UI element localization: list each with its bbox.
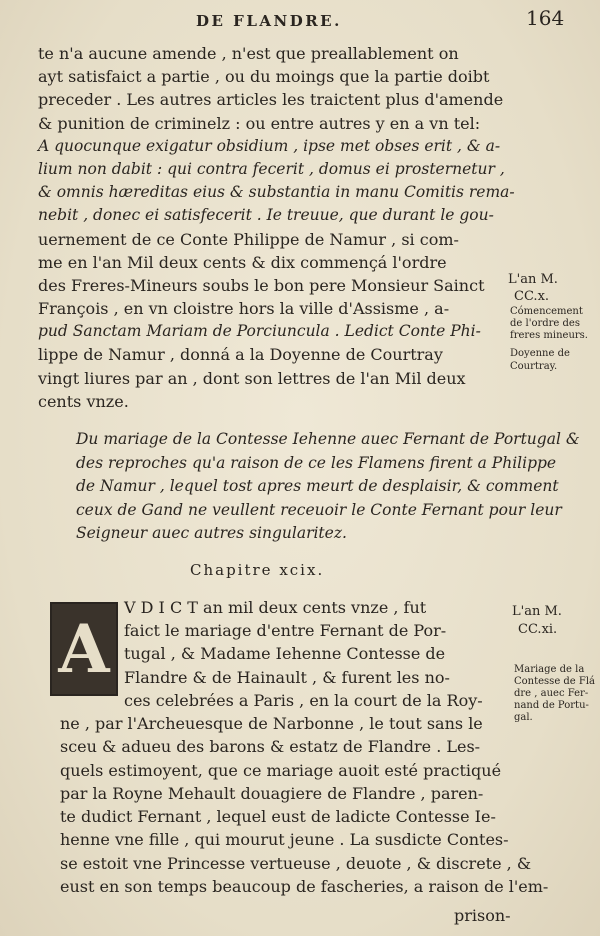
latin-line: & omnis hæreditas eius & substantia in manu Comitis rema- xyxy=(38,183,515,202)
latin-line: lium non dabit : qui contra fecerit , domus ei prosternetur , xyxy=(38,159,505,178)
catchword: prison- xyxy=(454,906,511,925)
text-line: preceder . Les autres articles les traictent plus d'amende xyxy=(38,90,504,110)
text-line: henne vne fille , qui mourut jeune . La susdicte Contes- xyxy=(60,830,509,850)
summary-line: Du mariage de la Contesse Iehenne auec Fernant de Portugal & xyxy=(76,430,580,448)
margin-number: CC.x. xyxy=(514,289,550,304)
running-head: DE FLANDRE. xyxy=(196,12,342,30)
margin-note: gal. xyxy=(514,712,533,723)
chapter-text-beside-initial xyxy=(124,596,504,712)
summary-line: Seigneur auec autres singularitez. xyxy=(76,524,347,542)
margin-note: Cómencement xyxy=(510,306,583,317)
margin-note: nand de Portu- xyxy=(514,700,589,711)
text-line: Flandre & de Hainault , & furent les no- xyxy=(124,667,450,687)
text-line: te n'a aucune amende , n'est que preallablement on xyxy=(38,44,459,63)
margin-note: Contesse de Flá xyxy=(514,676,596,687)
latin-line: nebit , donec ei satisfecerit . Ie treuue, que durant le gou- xyxy=(38,206,494,225)
margin-note: Courtray. xyxy=(510,361,558,372)
latin-line: A quocunque exigatur obsidium , ipse met obses erit , & a- xyxy=(38,136,501,155)
text-line: vingt liures par an , dont son lettres de l'an Mil deux xyxy=(38,368,466,388)
text-line: sceu & adueu des barons & estatz de Flandre . Les- xyxy=(60,737,481,757)
summary-line: ceux de Gand ne veullent receuoir le Conte Fernant pour leur xyxy=(76,500,562,519)
margin-year: L'an M. xyxy=(512,604,562,619)
text-line: par la Royne Mehault douagiere de Flandre , paren- xyxy=(60,783,484,803)
text-line: pud Sanctam Mariam de Porciuncula . Ledict Conte Phi- xyxy=(38,322,481,341)
text-line: ayt satisfaict a partie , ou du moings que la partie doibt xyxy=(38,67,490,87)
page-number: 164 xyxy=(526,6,565,30)
text-line: te dudict Fernant , lequel eust de ladicte Contesse Ie- xyxy=(60,807,496,827)
summary-line: des reproches qu'a raison de ce les Flamens firent a Philippe xyxy=(76,453,557,472)
decorated-initial xyxy=(50,602,118,696)
chapter-title: Chapitre xcix. xyxy=(190,561,325,579)
text-line: uernement de ce Conte Philippe de Namur , si com- xyxy=(38,229,459,249)
text-line: cents vnze. xyxy=(38,391,129,411)
margin-note: Doyenne de xyxy=(510,348,570,359)
margin-note: Mariage de la xyxy=(514,664,585,675)
text-line: & punition de criminelz : ou entre autres y en a vn tel: xyxy=(38,113,481,133)
text-line: faict le mariage d'entre Fernant de Por- xyxy=(124,621,447,641)
text-line: quels estimoyent, que ce mariage auoit esté practiqué xyxy=(60,760,502,780)
text-line: François , en vn cloistre hors la ville d'Assisme , a- xyxy=(38,299,450,319)
text-line: ne , par l'Archeuesque de Narbonne , le tout sans le xyxy=(60,714,483,733)
page-header xyxy=(0,4,600,34)
margin-note: dre , auec Fer- xyxy=(514,688,589,699)
margin-year: L'an M. xyxy=(508,272,558,287)
initial-letter: A xyxy=(58,610,110,688)
text-line: ces celebrées a Paris , en la court de la Roy- xyxy=(124,690,483,710)
text-line: eust en son temps beaucoup de fascheries, a raison de l'em- xyxy=(60,877,549,897)
margin-note: freres mineurs. xyxy=(510,330,588,341)
margin-note: de l'ordre des xyxy=(510,318,580,329)
summary-line: de Namur , lequel tost apres meurt de desplaisir, & comment xyxy=(76,477,559,495)
main-text-block xyxy=(38,42,515,413)
text-line: lippe de Namur , donná a la Doyenne de Courtray xyxy=(38,345,443,365)
text-line: me en l'an Mil deux cents & dix commençá l'ordre xyxy=(38,252,447,272)
text-line: se estoit vne Princesse vertueuse , deuote , & discrete , & xyxy=(60,853,532,873)
margin-number: CC.xi. xyxy=(518,622,558,637)
text-line: tugal , & Madame Iehenne Contesse de xyxy=(124,644,446,664)
chapter-summary xyxy=(76,428,580,546)
text-line: V D I C T an mil deux cents vnze , fut xyxy=(124,598,427,617)
text-line: des Freres-Mineurs soubs le bon pere Monsieur Sainct xyxy=(38,275,485,295)
